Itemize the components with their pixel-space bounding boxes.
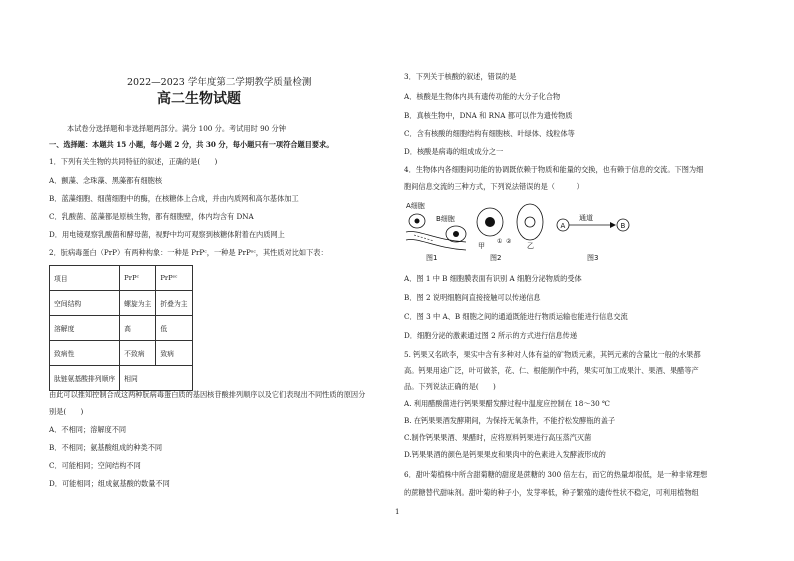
- table-cell: 折叠为主: [156, 291, 192, 316]
- b-cell-nucleus: [453, 231, 459, 237]
- exam-title: 2022—2023 学年度第二学期教学质量检测: [127, 77, 312, 88]
- prp-comparison-table: [49, 265, 193, 391]
- cell-a-label: A: [560, 222, 566, 230]
- q3-option-b: B．真核生物中，DNA 和 RNA 都可以作为遗传物质: [404, 111, 573, 120]
- table-cell: 肽链氨基酸排列顺序: [50, 366, 120, 391]
- table-cell: 不致病: [120, 341, 156, 366]
- channel-label: 通道: [579, 214, 593, 222]
- figure-1: [406, 201, 466, 262]
- q3-option-a: A．核酸是生物体内具有遗传功能的大分子化合物: [404, 92, 561, 101]
- q4-option-c: C．图 3 中 A、B 细胞之间的通道既能进行物质运输也能进行信息交流: [404, 312, 628, 321]
- q1-option-c: C．乳酸菌、蓝藻都是原核生物，都有细胞壁，体内均含有 DNA: [49, 212, 254, 221]
- cell-communication-figure: [404, 196, 580, 264]
- q2-option-a: A．不相同；溶解度不同: [49, 425, 127, 434]
- label-jia: 甲: [478, 242, 485, 250]
- q5-stem-line2: 高。钙果用途广泛，叶可做茶，花、仁、根能制作中药，果实可加工成果汁、果酒、果醋等产: [404, 366, 699, 375]
- q3-option-d: D．核酸是病毒的组成成分之一: [404, 147, 504, 156]
- table-cell: 空间结构: [50, 291, 120, 316]
- fig3-caption: 图3: [587, 254, 599, 262]
- fig1-caption: 图1: [426, 254, 438, 262]
- q4-option-b: B．图 2 说明细胞间直接接触可以传递信息: [404, 293, 541, 302]
- table-cell: PrPᶜ: [120, 266, 156, 291]
- table-cell: 致病: [156, 341, 192, 366]
- table-row: [50, 266, 193, 291]
- section-heading: 一、选择题：本题共 15 小题，每小题 2 分，共 30 分，每小题只有一项符合题目要求。: [49, 140, 334, 149]
- label-b-cell: B细胞: [436, 215, 455, 223]
- q5-stem-line1: 5. 钙果又名欧李，果实中含有多种对人体有益的矿物质元素，其钙元素的含量比一般的水果都: [404, 350, 701, 359]
- q1-option-d: D．用电镜观察乳酸菌和酵母菌，视野中均可观察到核糖体附着在内质网上: [49, 230, 285, 239]
- table-cell: 项目: [50, 266, 120, 291]
- table-cell: 高: [120, 316, 156, 341]
- q4-stem-line1: 4．生物体内各细胞间功能的协调既依赖于物质和能量的交换，也有赖于信息的交流。下图为细: [404, 165, 704, 174]
- q2-option-d: D．可能相同；组成氨基酸的数量不同: [49, 479, 170, 488]
- table-cell: 致病性: [50, 341, 120, 366]
- figure-2: [477, 204, 543, 262]
- q4-option-a: A．图 1 中 B 细胞膜表面有识别 A 细胞分泌物质的受体: [404, 274, 582, 283]
- fig2-caption: 图2: [490, 254, 502, 262]
- table-cell: 螺旋为主: [120, 291, 156, 316]
- channel-arrowhead: [610, 222, 616, 228]
- q1-stem: 1．下列有关生物的共同特征的叙述，正确的是( ): [49, 157, 218, 166]
- q1-option-b: B．蓝藻细胞、细菌细胞中的酶，在核糖体上合成，并由内质网和高尔基体加工: [49, 194, 299, 203]
- label-a-cell: A细胞: [406, 202, 425, 210]
- q4-option-d: D．细胞分泌的激素通过图 2 所示的方式进行信息传递: [404, 331, 578, 340]
- exam-intro: 本试卷分选择题和非选择题两部分。满分 100 分。考试用时 90 分钟: [67, 124, 286, 133]
- table-cell: 低: [156, 316, 192, 341]
- q1-option-a: A．颤藻、念珠藻、黑藻都有细胞核: [49, 176, 163, 185]
- cell-jia-nucleus: [485, 217, 495, 227]
- cell-yi-nucleus: [525, 217, 535, 227]
- q5-stem-line3: 品。下列说法正确的是( ): [404, 382, 496, 391]
- a-cell-nucleus: [415, 219, 420, 224]
- q2-option-c: C．可能相同；空间结构不同: [49, 461, 141, 470]
- q6-stem-line1: 6．甜叶菊植株中所含甜菊糖的甜度是蔗糖的 300 倍左右，而它的热量却很低，是一种非常理想: [404, 470, 708, 479]
- table-cell: 相同: [120, 366, 192, 391]
- q5-option-a: A. 利用醋酸菌进行钙果果醋发酵过程中温度应控制在 18～30 ℃: [404, 399, 610, 408]
- page-number: 1: [395, 508, 400, 516]
- label-yi: 乙: [527, 242, 534, 250]
- cell-b-label: B: [620, 222, 626, 230]
- q3-stem: 3．下列关于核酸的叙述，错误的是: [404, 72, 517, 81]
- label-num-1: ①: [497, 238, 503, 245]
- table-cell: 溶解度: [50, 316, 120, 341]
- subject-title: 高二生物试题: [157, 91, 241, 107]
- label-num-2: ②: [506, 238, 512, 245]
- q5-option-b: B. 在钙果果酒发酵期间，为保持无氧条件，不能拧松发酵瓶的盖子: [404, 416, 616, 425]
- q2-followup-line2: 别是( ): [49, 407, 84, 416]
- q2-followup-line1: 由此可以推知控制合成这两种朊病毒蛋白质的基因核苷酸排列顺序以及它们表现出不同性质的原因分: [49, 390, 366, 399]
- q6-stem-line2: 的蔗糖替代甜味剂。甜叶菊的种子小，发芽率低，种子繁殖的遗传性状不稳定，可利用植物组: [404, 488, 699, 497]
- q5-option-c: C.制作钙果果酒、果醋时，应将原料钙果进行高压蒸汽灭菌: [404, 433, 592, 442]
- table-row: [50, 341, 193, 366]
- figure-3: [555, 205, 645, 265]
- q5-option-d: D.钙果果酒的颜色是钙果果皮和果肉中的色素进入发酵液形成的: [404, 450, 606, 459]
- table-row: [50, 316, 193, 341]
- table-row: [50, 366, 193, 391]
- q3-option-c: C．含有核酸的细胞结构有细胞核、叶绿体、线粒体等: [404, 129, 575, 138]
- q2-option-b: B．不相同；氨基酸组成的种类不同: [49, 443, 163, 452]
- q4-stem-line2: 胞间信息交流的三种方式，下列说法错误的是（ ）: [404, 182, 584, 191]
- q2-stem: 2．朊病毒蛋白（PrP）有两种构象：一种是 PrPᶜ，一种是 PrPˢᶜ，其性质对比如下表：: [49, 248, 328, 257]
- table-cell: PrPˢᶜ: [156, 266, 192, 291]
- table-row: [50, 291, 193, 316]
